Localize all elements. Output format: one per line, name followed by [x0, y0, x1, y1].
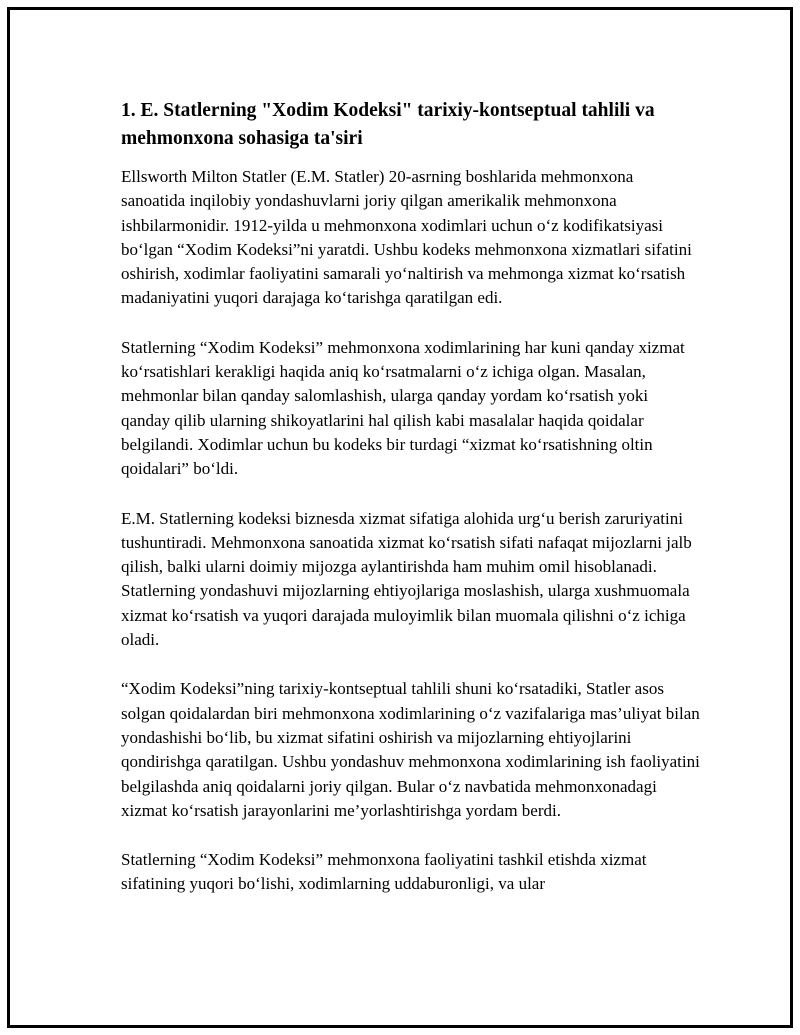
paragraph-1: Ellsworth Milton Statler (E.M. Statler) 20-asrning boshlarida mehmonxona sanoatida inqilobiy yondashuvlarni joriy qilgan amerikalik mehmonxona ishbilarmonidir. 1912-yilda u mehmonxona xodimlari uchun oʻz kodifikatsiyasi boʻlgan “Xodim Kodeksi”ni yaratdi. Ushbu kodeks mehmonxona xizmatlari sifatini oshirish, xodimlar faoliyatini samarali yoʻnaltirish va mehmonga xizmat koʻrsatish madaniyatini yuqori darajaga koʻtarishga qaratilgan edi.: [121, 167, 692, 308]
document-body: [121, 97, 701, 922]
paragraph-2: Statlerning “Xodim Kodeksi” mehmonxona xodimlarining har kuni qanday xizmat koʻrsatishlari kerakligi haqida aniq koʻrsatmalarni oʻz ichiga olgan. Masalan, mehmonlar bilan qanday salomlashish, ularga qanday yordam koʻrsatish yoki qanday qilib ularning shikoyatlarini hal qilish kabi masalalar haqida qoidalar belgilandi. Xodimlar uchun bu kodeks bir turdagi “xizmat koʻrsatishning oltin qoidalari” boʻldi.: [121, 337, 685, 479]
paragraph-4: “Xodim Kodeksi”ning tarixiy-kontseptual tahlili shuni koʻrsatadiki, Statler asos solgan qoidalardan biri mehmonxona xodimlarining oʻz vazifalariga mas’uliyat bilan yondashishi boʻlib, bu xizmat sifatini oshirish va mijozlarning ehtiyojlarini qondirishga qaratilgan. Ushbu yondashuv mehmonxona xodimlarining ish faoliyatini belgilashda aniq qoidalarni joriy qilgan. Bular oʻz navbatida mehmonxonadagi xizmat koʻrsatish jarayonlarini me’yorlashtirishga yordam berdi.: [121, 679, 700, 820]
page-frame: [7, 7, 793, 1028]
paragraph-3: E.M. Statlerning kodeksi biznesda xizmat sifatiga alohida urgʻu berish zaruriyatini tushuntiradi. Mehmonxona sanoatida xizmat koʻrsatish sifati nafaqat mijozlarni jalb qilish, balki ularni doimiy mijozga aylantirishda ham muhim omil hisoblanadi. Statlerning yondashuvi mijozlarning ehtiyojlariga moslashish, ularga xushmuomala xizmat koʻrsatish va yuqori darajada muloyimlik bilan muomala qilishni oʻz ichiga oladi.: [121, 508, 692, 650]
section-heading: 1. E. Statlerning "Xodim Kodeksi" tarixiy-kontseptual tahlili va mehmonxona sohasiga ta'siri: [121, 100, 655, 149]
paragraph-5: Statlerning “Xodim Kodeksi” mehmonxona faoliyatini tashkil etishda xizmat sifatining yuqori boʻlishi, xodimlarning uddaburonligi, va ular: [121, 850, 647, 894]
